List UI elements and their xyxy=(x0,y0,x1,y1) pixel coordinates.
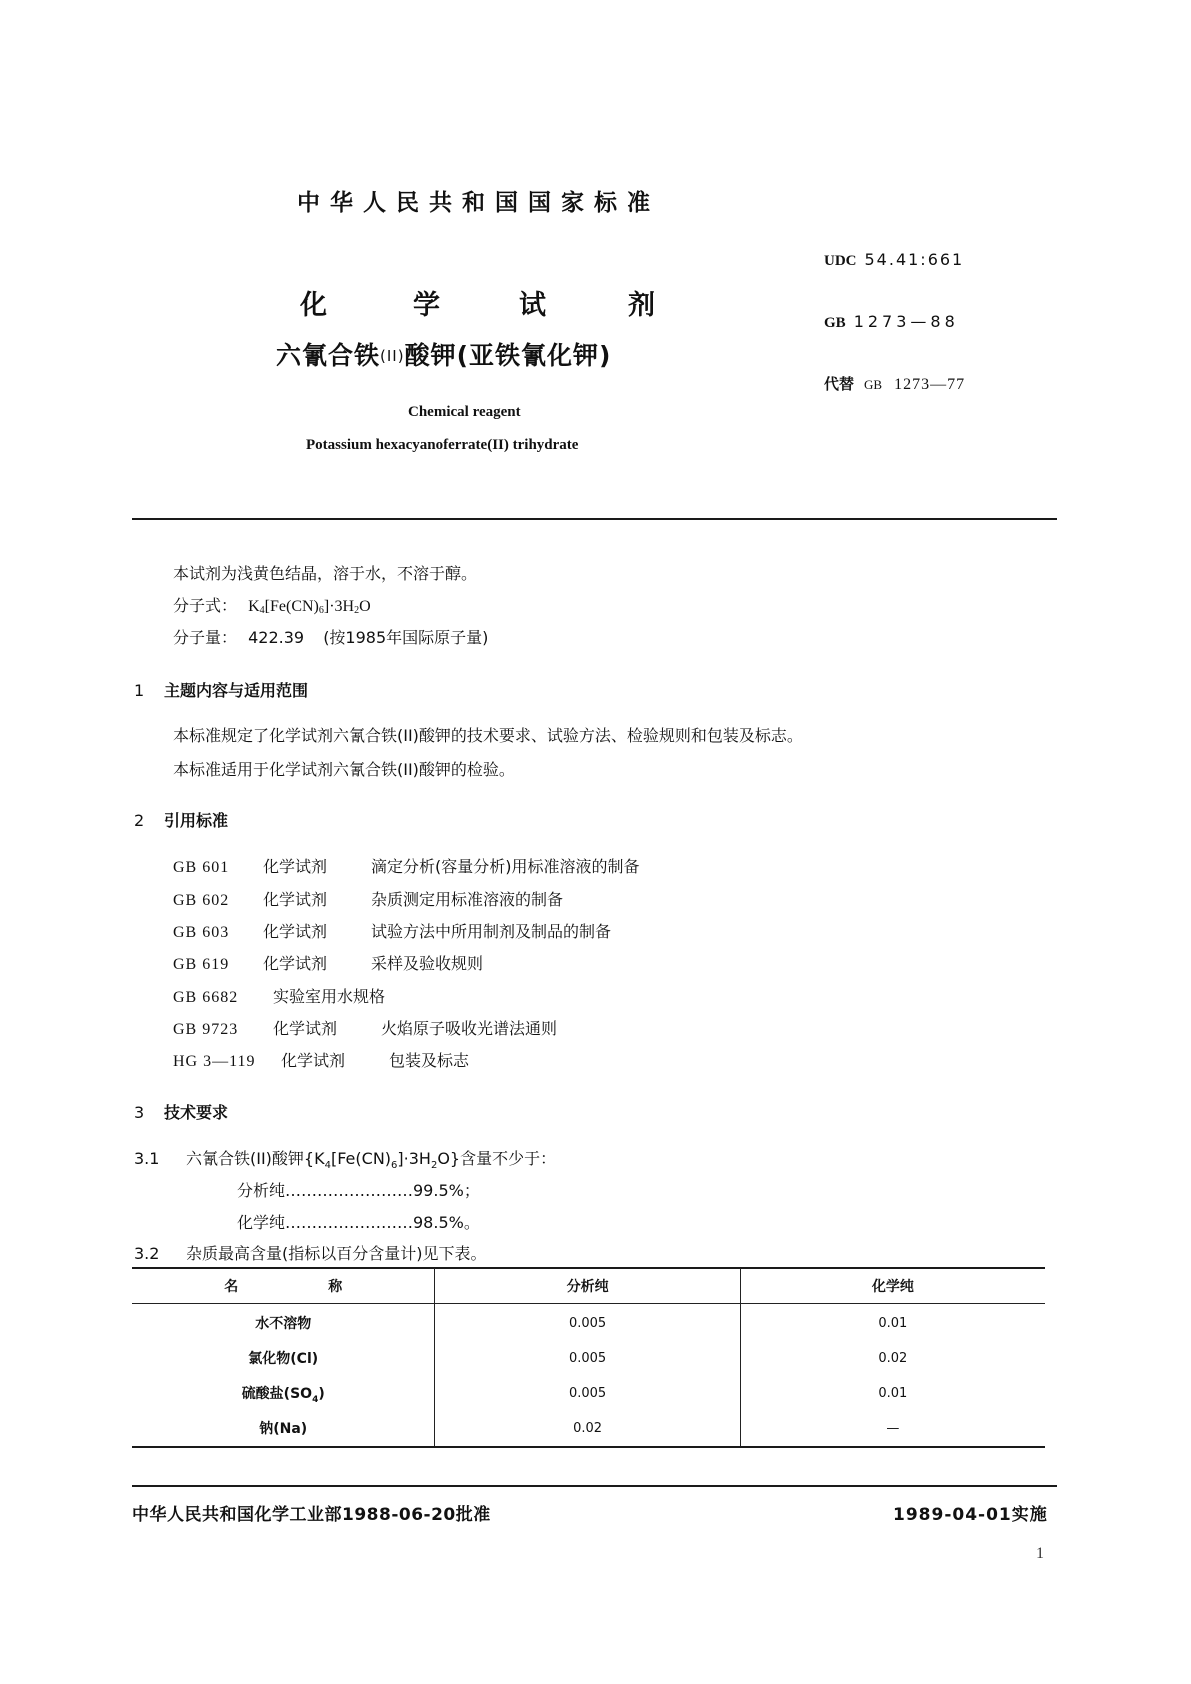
table-row xyxy=(132,1341,1045,1376)
column-header-analytical: 分析纯 xyxy=(435,1268,740,1304)
subtitle-cn-part-2: 酸钾(亚铁氰化钾) xyxy=(404,341,612,370)
header-divider xyxy=(132,518,1057,520)
section-number: 3 xyxy=(134,1103,145,1122)
reference-item: GB 6682 实验室用水规格 xyxy=(173,987,386,1006)
section-title: 主题内容与适用范围 xyxy=(164,681,309,700)
reference-item: GB 619 化学试剂 采样及验收规则 xyxy=(173,954,484,973)
replaces-label: 代替 xyxy=(824,375,855,393)
replaces-value: 1273—77 xyxy=(894,376,966,393)
gb-number xyxy=(824,312,959,332)
grade-chemically-pure: 化学纯……………………98.5%。 xyxy=(237,1213,480,1232)
gb-label: GB xyxy=(824,315,846,331)
gb-value: 1273—88 xyxy=(853,312,959,331)
analytical-value: 0.02 xyxy=(435,1411,740,1446)
reference-item: GB 603 化学试剂 试验方法中所用制剂及制品的制备 xyxy=(173,922,612,941)
analytical-value: 0.005 xyxy=(435,1376,740,1411)
table-header-row xyxy=(132,1268,1045,1304)
subtitle-cn-roman: (II) xyxy=(380,347,405,365)
table-bottom-rule xyxy=(132,1446,1045,1448)
mw-note: (按1985年国际原子量) xyxy=(323,628,489,647)
chemical-value: 0.01 xyxy=(740,1376,1045,1411)
title-char-1: 化 xyxy=(300,290,327,321)
table-row xyxy=(132,1376,1045,1411)
replaces-standard xyxy=(824,373,965,394)
reference-item: GB 602 化学试剂 杂质测定用标准溶液的制备 xyxy=(173,890,564,909)
chemical-value: 0.01 xyxy=(740,1304,1045,1342)
reference-item: GB 9723 化学试剂 火焰原子吸收光谱法通则 xyxy=(173,1019,558,1038)
replaces-gb-label: GB xyxy=(864,377,883,392)
title-char-2: 学 xyxy=(413,290,440,321)
section-number: 2 xyxy=(134,811,145,830)
section-1-heading xyxy=(134,678,308,701)
title-char-4: 剂 xyxy=(628,290,655,321)
column-header-chemical: 化学纯 xyxy=(740,1268,1045,1304)
impurity-name: 水不溶物 xyxy=(255,1315,312,1332)
impurity-name: 硫酸盐$(SO_4)$ xyxy=(241,1385,325,1405)
reference-item: GB 601 化学试剂 滴定分析(容量分析)用标准溶液的制备 xyxy=(173,857,640,876)
description-text: 本试剂为浅黄色结晶，溶于水，不溶于醇。 xyxy=(173,564,478,583)
impurity-name: 钠(Na) xyxy=(259,1420,308,1437)
reference-item: HG 3—119 化学试剂 包装及标志 xyxy=(173,1051,470,1070)
mw-value: 422.39 xyxy=(248,628,305,647)
table-row xyxy=(132,1304,1045,1342)
udc-value: 54.41:661 xyxy=(864,250,965,269)
impurity-name: 氯化物(Cl) xyxy=(248,1350,319,1367)
impurity-table xyxy=(132,1268,1045,1446)
clause-number: 3.2 xyxy=(134,1244,160,1263)
column-header-name: 名 称 xyxy=(132,1268,435,1304)
section-3-heading xyxy=(134,1100,228,1123)
udc-label: UDC xyxy=(824,253,857,269)
formula-label: 分子式： xyxy=(173,596,238,615)
formula-line xyxy=(173,593,371,616)
udc-code xyxy=(824,250,964,270)
effective-date: 1989-04-01实施 xyxy=(893,1505,1048,1525)
subtitle-english-2: Potassium hexacyanoferrate(II) trihydrate xyxy=(306,437,579,453)
mw-label: 分子量： xyxy=(173,628,238,647)
clause-3-2: 3.2 杂质最高含量(指标以百分含量计)见下表。 xyxy=(134,1244,487,1263)
subtitle-cn-part-1: 六氰合铁 xyxy=(276,341,381,370)
grade-analytical-reagent: 分析纯……………………99.5%； xyxy=(237,1181,480,1200)
clause-3-1: 3.1 六氰合铁(II)酸钾$\{K_4[Fe(CN)_6]\cdot 3H_2O\}$含量不少于： xyxy=(134,1149,557,1172)
page-number: 1 xyxy=(1036,1545,1044,1562)
molecular-formula: $K_4[Fe(CN)_6]\cdot 3H_2O$ xyxy=(248,598,371,616)
clause-number: 3.1 xyxy=(134,1149,160,1168)
section-title: 技术要求 xyxy=(164,1103,229,1122)
molecular-weight-line xyxy=(173,625,488,648)
subtitle-chinese xyxy=(276,336,611,372)
title-char-3: 试 xyxy=(519,290,546,321)
section-2-heading xyxy=(134,808,228,831)
chemical-value: — xyxy=(740,1411,1045,1446)
footer-divider xyxy=(132,1485,1057,1487)
section-1-para-1: 本标准规定了化学试剂六氰合铁(II)酸钾的技术要求、试验方法、检验规则和包装及标志。 xyxy=(173,726,803,745)
chemical-value: 0.02 xyxy=(740,1341,1045,1376)
approval-line: 中华人民共和国化学工业部1988-06-20批准 xyxy=(132,1505,491,1525)
subtitle-english-1: Chemical reagent xyxy=(408,404,521,420)
section-1-para-2: 本标准适用于化学试剂六氰合铁(II)酸钾的检验。 xyxy=(173,760,515,779)
standard-type-heading: 中华人民共和国国家标准 xyxy=(297,190,660,216)
section-title: 引用标准 xyxy=(164,811,229,830)
section-number: 1 xyxy=(134,681,145,700)
table-row xyxy=(132,1411,1045,1446)
analytical-value: 0.005 xyxy=(435,1304,740,1342)
analytical-value: 0.005 xyxy=(435,1341,740,1376)
